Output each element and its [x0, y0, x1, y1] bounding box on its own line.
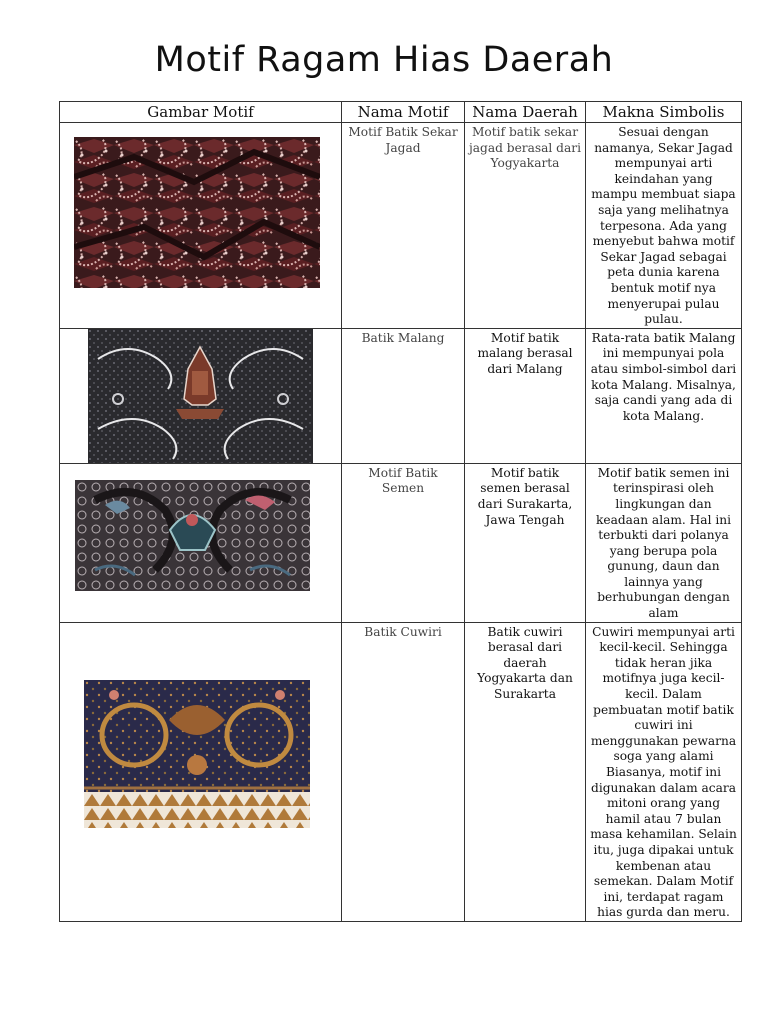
makna-simbolis-cell: Rata-rata batik Malang ini mempunyai pola atau simbol-simbol dari kota Malang. Misalnya, saja candi yang ada di kota Malang. — [586, 328, 742, 463]
image-cell — [60, 328, 342, 463]
header-makna-simbolis: Makna Simbolis — [586, 102, 742, 123]
table-row — [60, 463, 742, 622]
nama-daerah-cell: Motif batik sekar jagad berasal dari Yogyakarta — [465, 123, 586, 329]
nama-motif-cell: Batik Malang — [342, 328, 465, 463]
table-header-row — [60, 102, 742, 123]
header-nama-daerah: Nama Daerah — [465, 102, 586, 123]
nama-daerah-cell: Motif batik semen berasal dari Surakarta, Jawa Tengah — [465, 463, 586, 622]
nama-motif-cell: Motif Batik Sekar Jagad — [342, 123, 465, 329]
nama-motif-cell: Batik Cuwiri — [342, 622, 465, 921]
image-cell — [60, 463, 342, 622]
motif-table — [59, 101, 742, 922]
batik-cuwiri-image — [84, 680, 310, 828]
image-cell — [60, 622, 342, 921]
makna-simbolis-cell: Motif batik semen ini terinspirasi oleh lingkungan dan keadaan alam. Hal ini terbukti dari polanya yang berupa pola gunung, daun dan lainnya yang berhubungan dengan alam — [586, 463, 742, 622]
batik-malang-image — [88, 329, 313, 463]
nama-motif-cell: Motif Batik Semen — [342, 463, 465, 622]
makna-simbolis-cell: Sesuai dengan namanya, Sekar Jagad mempunyai arti keindahan yang mampu membuat siapa saja yang melihatnya terpesona. Ada yang menyebut bahwa motif Sekar Jagad sebagai peta dunia karena bentuk motif nya menyerupai pulau pulau. — [586, 123, 742, 329]
table-row — [60, 622, 742, 921]
table-row — [60, 328, 742, 463]
nama-daerah-cell: Batik cuwiri berasal dari daerah Yogyakarta dan Surakarta — [465, 622, 586, 921]
table-row — [60, 123, 742, 329]
batik-sekar-jagad-image — [74, 137, 320, 288]
batik-semen-image — [75, 480, 310, 591]
image-cell — [60, 123, 342, 329]
header-nama-motif: Nama Motif — [342, 102, 465, 123]
nama-daerah-cell: Motif batik malang berasal dari Malang — [465, 328, 586, 463]
header-gambar-motif: Gambar Motif — [60, 102, 342, 123]
page-title: Motif Ragam Hias Daerah — [154, 40, 614, 80]
makna-simbolis-cell: Cuwiri mempunyai arti kecil-kecil. Sehingga tidak heran jika motifnya juga kecil-kecil. Dalam pembuatan motif batik cuwiri ini menggunakan pewarna soga yang alami Biasanya, motif ini digunakan dalam acara mitoni orang yang hamil atau 7 bulan masa kehamilan. Selain itu, juga dipakai untuk kembenan atau semekan. Dalam Motif ini, terdapat ragam hias gurda dan meru. — [586, 622, 742, 921]
